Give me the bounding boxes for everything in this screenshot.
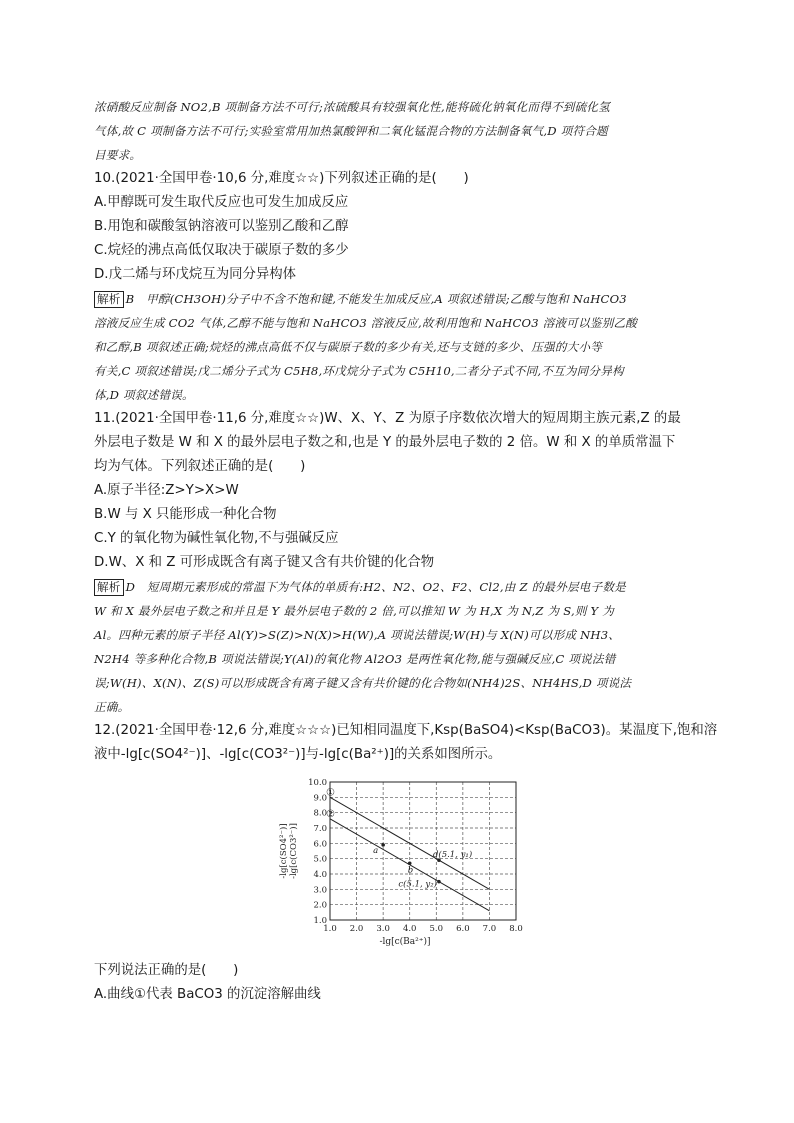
explanation-line bbox=[94, 626, 620, 644]
y-tick-label: 5.0 bbox=[313, 854, 327, 865]
line-text: 正确。 bbox=[94, 700, 130, 714]
point-label: d(5.1, y₁) bbox=[432, 850, 473, 861]
x-tick-label: 6.0 bbox=[456, 924, 470, 934]
series-label: ② bbox=[326, 808, 335, 820]
y-axis-label: -lg[c(CO3²⁻)] bbox=[289, 823, 299, 879]
line-text: 10.(2021·全国甲卷·10,6 分,难度☆☆)下列叙述正确的是( ) bbox=[94, 171, 469, 186]
line-text: 溶液反应生成 CO2 气体,乙醇不能与饱和 NaHCO3 溶液反应,故利用饱和 NaHCO3 溶液可以鉴别乙酸 bbox=[94, 316, 638, 330]
series-label: ① bbox=[326, 787, 335, 799]
line-text: A.原子半径:Z>Y>X>W bbox=[94, 483, 239, 498]
question-line bbox=[94, 170, 469, 188]
question-line bbox=[94, 266, 296, 284]
line-text: 液中-lg[c(SO4²⁻)]、-lg[c(CO3²⁻)]与-lg[c(Ba²⁺)]的关系如图所示。 bbox=[94, 747, 502, 762]
y-tick-label: 7.0 bbox=[313, 824, 327, 834]
question-line bbox=[94, 722, 717, 740]
line-text: Al。四种元素的原子半径 Al(Y)>S(Z)>N(X)>H(W),A 项说法错误;W(H)与 X(N)可以形成 NH3、 bbox=[94, 628, 621, 642]
y-tick-label: 8.0 bbox=[313, 808, 327, 819]
explanation-line bbox=[94, 314, 637, 332]
x-axis-label: -lg[c(Ba²⁺)] bbox=[379, 937, 431, 947]
y-tick-label: 6.0 bbox=[313, 839, 327, 850]
x-tick-label: 7.0 bbox=[482, 924, 497, 934]
question-line bbox=[94, 746, 501, 764]
explanation-line bbox=[94, 98, 610, 116]
line-text: 有关,C 项叙述错误;戊二烯分子式为 C5H8,环戊烷分子式为 C5H10,二者分子式不同,不互为同分异构 bbox=[94, 364, 624, 378]
explanation-line bbox=[94, 386, 194, 404]
line-text: 误;W(H)、X(N)、Z(S)可以形成既含有离子键又含有共价键的化合物如(NH4)2S、NH4HS,D 项说法 bbox=[94, 676, 632, 690]
line-text: 外层电子数是 W 和 X 的最外层电子数之和,也是 Y 的最外层电子数的 2 倍。W 和 X 的单质常温下 bbox=[94, 435, 676, 450]
y-tick-label: 10.0 bbox=[308, 778, 327, 788]
line-text: D 短周期元素形成的常温下为气体的单质有:H2、N2、O2、F2、Cl2,由 Z 的最外层电子数是 bbox=[125, 580, 626, 594]
line-text: D.W、X 和 Z 可形成既含有离子键又含有共价键的化合物 bbox=[94, 555, 435, 570]
x-tick-label: 4.0 bbox=[402, 924, 417, 934]
explanation-line bbox=[94, 122, 608, 140]
line-text: 下列说法正确的是( ) bbox=[94, 963, 239, 978]
line-text: 气体,故 C 项制备方法不可行;实验室常用加热氯酸钾和二氧化锰混合物的方法制备氧气,D 项符合题 bbox=[94, 124, 608, 138]
question-line bbox=[94, 434, 675, 452]
line-text: A.曲线①代表 BaCO3 的沉淀溶解曲线 bbox=[94, 987, 321, 1002]
question-line bbox=[94, 554, 434, 572]
line-text: B.W 与 X 只能形成一种化合物 bbox=[94, 507, 277, 522]
line-text: N2H4 等多种化合物,B 项说法错误;Y(Al)的氧化物 Al2O3 是两性氧化物,能与强碱反应,C 项说法错 bbox=[94, 652, 616, 666]
question-line bbox=[94, 410, 681, 428]
explanation-line bbox=[94, 602, 614, 620]
point-label: b bbox=[407, 865, 414, 876]
line-text: 浓硝酸反应制备 NO2,B 项制备方法不可行;浓硫酸具有较强氧化性,能将硫化钠氧化而得不到硫化氢 bbox=[94, 100, 610, 114]
explanation-line bbox=[94, 338, 602, 356]
x-tick-label: 5.0 bbox=[429, 924, 444, 934]
y-tick-label: 3.0 bbox=[313, 885, 327, 896]
y-tick-label: 9.0 bbox=[313, 793, 327, 804]
line-text: B.用饱和碳酸氢钠溶液可以鉴别乙酸和乙醇 bbox=[94, 219, 349, 234]
line-text: 11.(2021·全国甲卷·11,6 分,难度☆☆)W、X、Y、Z 为原子序数依次增大的短周期主族元素,Z 的最 bbox=[94, 411, 681, 426]
explanation-line bbox=[94, 650, 616, 668]
explanation-line bbox=[94, 362, 624, 380]
line-text: C.烷烃的沸点高低仅取决于碳原子数的多少 bbox=[94, 243, 349, 258]
explanation-line bbox=[94, 146, 141, 164]
data-point bbox=[437, 880, 441, 884]
question-line bbox=[94, 218, 348, 236]
question-line bbox=[94, 458, 305, 476]
solubility-chart bbox=[270, 770, 530, 948]
analysis-tag: 解析 bbox=[94, 291, 124, 308]
line-text: A.甲醇既可发生取代反应也可发生加成反应 bbox=[94, 195, 349, 210]
line-text: 体,D 项叙述错误。 bbox=[94, 388, 194, 402]
line-text: D.戊二烯与环戊烷互为同分异构体 bbox=[94, 267, 297, 282]
question-line bbox=[94, 194, 348, 212]
line-text: C.Y 的氧化物为碱性氧化物,不与强碱反应 bbox=[94, 531, 339, 546]
y-tick-label: 2.0 bbox=[313, 900, 327, 911]
line-text: 和乙醇,B 项叙述正确;烷烃的沸点高低不仅与碳原子数的多少有关,还与支链的多少、压强的大小等 bbox=[94, 340, 603, 354]
explanation-line bbox=[94, 290, 627, 308]
x-tick-label: 2.0 bbox=[349, 924, 364, 934]
line-text: W 和 X 最外层电子数之和并且是 Y 最外层电子数的 2 倍,可以推知 W 为 H,X 为 N,Z 为 S,则 Y 为 bbox=[94, 604, 615, 618]
point-label: a bbox=[373, 845, 379, 856]
explanation-line bbox=[94, 698, 129, 716]
question-line bbox=[94, 482, 239, 500]
explanation-line bbox=[94, 578, 626, 596]
question-line bbox=[94, 986, 321, 1004]
explanation-line bbox=[94, 674, 631, 692]
line-text: 目要求。 bbox=[94, 148, 142, 162]
question-line bbox=[94, 530, 339, 548]
data-point bbox=[381, 843, 385, 847]
line-text: B 甲醇(CH3OH)分子中不含不饱和键,不能发生加成反应,A 项叙述错误;乙酸与饱和 NaHCO3 bbox=[125, 292, 627, 306]
y-tick-label: 1.0 bbox=[313, 916, 327, 926]
x-tick-label: 8.0 bbox=[509, 924, 523, 934]
question-line bbox=[94, 506, 277, 524]
x-tick-label: 1.0 bbox=[323, 924, 337, 934]
analysis-tag: 解析 bbox=[94, 579, 124, 596]
question-line bbox=[94, 242, 349, 260]
point-label: c(5.1, y₂) bbox=[398, 879, 437, 890]
y-tick-label: 4.0 bbox=[313, 870, 327, 880]
line-text: 12.(2021·全国甲卷·12,6 分,难度☆☆☆)已知相同温度下,Ksp(BaSO4)<Ksp(BaCO3)。某温度下,饱和溶 bbox=[94, 723, 718, 738]
line-text: 均为气体。下列叙述正确的是( ) bbox=[94, 459, 306, 474]
question-line bbox=[94, 962, 238, 980]
x-tick-label: 3.0 bbox=[376, 924, 390, 934]
y-axis-label: -lg[c(SO4²⁻)] bbox=[279, 823, 289, 879]
